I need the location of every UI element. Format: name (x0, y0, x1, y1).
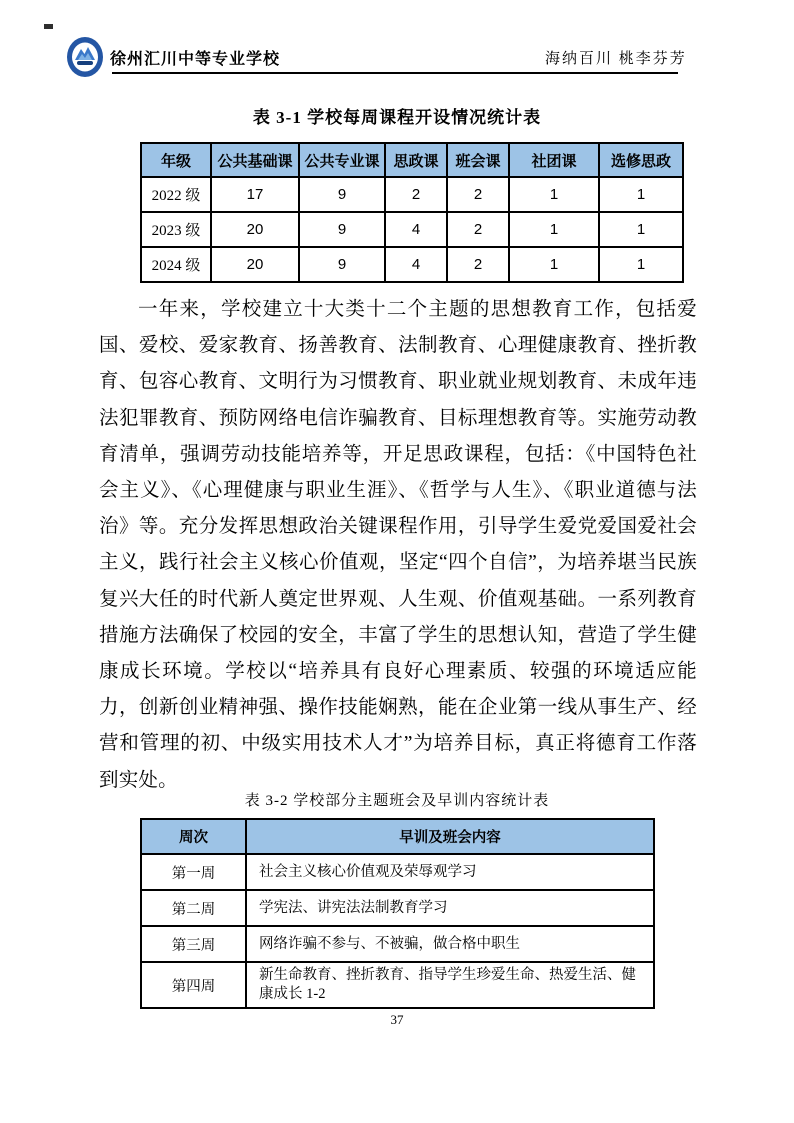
table-cell: 1 (599, 177, 683, 212)
table-row (141, 177, 683, 212)
table-cell: 2 (447, 177, 509, 212)
table-row (141, 212, 683, 247)
table-cell: 2 (447, 212, 509, 247)
column-header: 早训及班会内容 (246, 819, 654, 854)
column-header: 周次 (141, 819, 246, 854)
column-header: 公共基础课 (211, 143, 299, 177)
table-cell: 1 (509, 212, 599, 247)
header-school-name: 徐州汇川中等专业学校 (110, 51, 281, 68)
table-cell: 1 (509, 177, 599, 212)
table-cell: 第四周 (141, 962, 246, 1008)
table-cell: 2023 级 (141, 212, 211, 247)
body-paragraph: 一年来，学校建立十大类十二个主题的思想教育工作，包括爱国、爱校、爱家教育、扬善教育、法制教育、心理健康教育、挫折教育、包容心教育、文明行为习惯教育、职业就业规划教育、未成年违法犯罪教育、预防网络电信诈骗教育、目标理想教育等。实施劳动教育清单，强调劳动技能培养等，开足思政课程，包括：《中国特色社会主义》、《心理健康与职业生涯》、《哲学与人生》、《职业道德与法治》等。充分发挥思想政治关键课程作用，引导学生爱党爱国爱社会主义，践行社会主义核心价值观，坚定“四个自信”，为培养堪当民族复兴大任的时代新人奠定世界观、人生观、价值观基础。一系列教育措施方法确保了校园的安全，丰富了学生的思想认知，营造了学生健康成长环境。学校以“培养具有良好心理素质、较强的环境适应能力，创新创业精神强、操作技能娴熟，能在企业第一线从事生产、经营和管理的初、中级实用技术人才”为培养目标，真正将德育工作落到实处。 (99, 299, 697, 791)
column-header: 公共专业课 (299, 143, 385, 177)
table-cell: 20 (211, 212, 299, 247)
table-cell: 新生命教育、挫折教育、指导学生珍爱生命、热爱生活、健康成长 1-2 (246, 962, 654, 1008)
table-row (141, 890, 654, 926)
header-divider (112, 72, 678, 74)
table-row (141, 247, 683, 282)
table-cell: 9 (299, 212, 385, 247)
table-3-1-header-row (141, 143, 683, 177)
table-3-1 (140, 142, 684, 283)
table-cell: 学宪法、讲宪法法制教育学习 (246, 890, 654, 926)
table-cell: 9 (299, 177, 385, 212)
table-3-2-header-row (141, 819, 654, 854)
page-number: 37 (390, 1012, 404, 1027)
column-header: 思政课 (385, 143, 447, 177)
table-cell: 2022 级 (141, 177, 211, 212)
table-row (141, 926, 654, 962)
column-header: 选修思政 (599, 143, 683, 177)
table-cell: 第三周 (141, 926, 246, 962)
table-row (141, 854, 654, 890)
table-cell: 9 (299, 247, 385, 282)
table-cell: 17 (211, 177, 299, 212)
table-cell: 1 (509, 247, 599, 282)
table-3-2-title: 表 3-2 学校部分主题班会及早训内容统计表 (244, 793, 550, 809)
table-cell: 4 (385, 212, 447, 247)
table-cell: 社会主义核心价值观及荣辱观学习 (246, 854, 654, 890)
table-cell: 2 (385, 177, 447, 212)
corner-artifact-mark (44, 24, 53, 29)
table-3-1-title: 表 3-1 学校每周课程开设情况统计表 (252, 108, 542, 127)
table-cell: 20 (211, 247, 299, 282)
table-cell: 第一周 (141, 854, 246, 890)
header-motto: 海纳百川 桃李芬芳 (545, 51, 687, 67)
column-header: 年级 (141, 143, 211, 177)
column-header: 班会课 (447, 143, 509, 177)
table-cell: 4 (385, 247, 447, 282)
table-3-2 (140, 818, 655, 1009)
table-cell: 2024 级 (141, 247, 211, 282)
table-cell: 1 (599, 247, 683, 282)
column-header: 社团课 (509, 143, 599, 177)
table-cell: 2 (447, 247, 509, 282)
school-logo-icon (66, 35, 104, 79)
table-cell: 1 (599, 212, 683, 247)
table-cell: 第二周 (141, 890, 246, 926)
table-cell: 网络诈骗不参与、不被骗，做合格中职生 (246, 926, 654, 962)
table-row (141, 962, 654, 1008)
